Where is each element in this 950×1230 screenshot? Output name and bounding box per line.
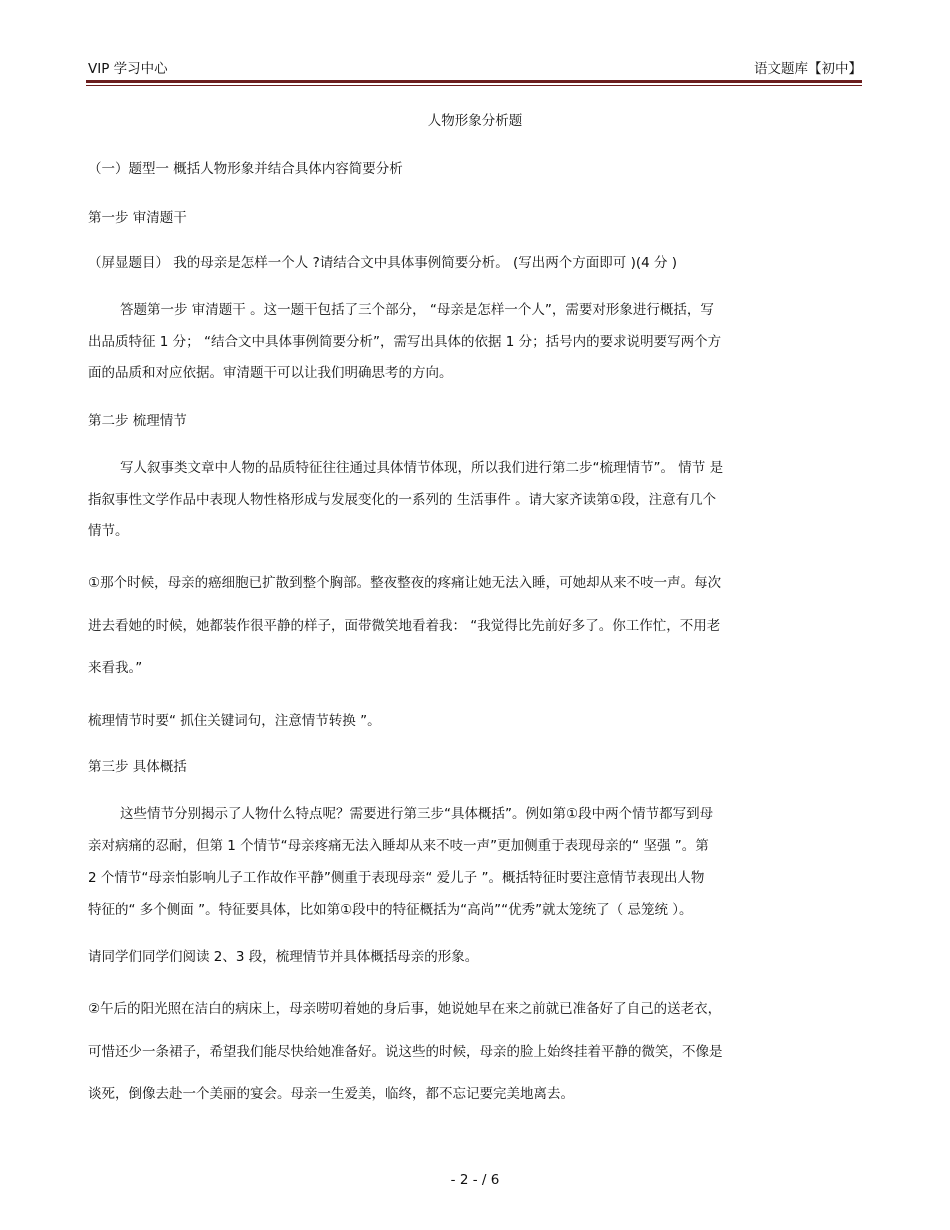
- paragraph-line: 写人叙事类文章中人物的品质特征往往通过具体情节体现，所以我们进行第二步“梳理情节”。 情节 是: [120, 460, 724, 476]
- excerpt-line: 谈死，倒像去赴一个美丽的宴会。母亲一生爱美，临终，都不忘记要完美地离去。: [88, 1086, 574, 1102]
- tip-line: 梳理情节时要“ 抓住关键词句，注意情节转换 ”。: [88, 713, 381, 729]
- excerpt-line: ②午后的阳光照在洁白的病床上，母亲唠叨着她的身后事，她说她早在来之前就已准备好了自己的送老衣，: [88, 1001, 722, 1017]
- paragraph-line: 指叙事性文学作品中表现人物性格形成与发展变化的一系列的 生活事件 。请大家齐读第①段，注意有几个: [88, 492, 717, 508]
- paragraph-line: 2 个情节“母亲怕影响儿子工作故作平静”侧重于表现母亲“ 爱儿子 ”。概括特征时要注意情节表现出人物: [88, 870, 705, 886]
- step-one-heading: 第一步 审清题干: [88, 210, 187, 226]
- instruction-line: 请同学们同学们阅读 2、3 段，梳理情节并具体概括母亲的形象。: [88, 949, 479, 965]
- page-number: - 2 - / 6: [450, 1172, 500, 1188]
- paragraph-line: 特征的“ 多个侧面 ”。特征要具体，比如第①段中的特征概括为“高尚”“优秀”就太笼统了（ 忌笼统 ）。: [88, 902, 693, 918]
- excerpt-line: 来看我。”: [88, 660, 143, 676]
- header-left: VIP 学习中心: [88, 61, 168, 77]
- question-type-heading: （一）题型一 概括人物形象并结合具体内容简要分析: [88, 161, 403, 177]
- paragraph-line: 这些情节分别揭示了人物什么特点呢？需要进行第三步“具体概括”。例如第①段中两个情节都写到母: [120, 806, 714, 822]
- paragraph-line: 情节。: [88, 523, 129, 539]
- page-title: 人物形象分析题: [427, 113, 523, 129]
- paragraph-line: 出品质特征 1 分； “结合文中具体事例简要分析”，需写出具体的依据 1 分；括号内的要求说明要写两个方: [88, 334, 722, 350]
- step-three-heading: 第三步 具体概括: [88, 759, 187, 775]
- paragraph-line: 面的品质和对应依据。审清题干可以让我们明确思考的方向。: [88, 365, 453, 381]
- question-prompt: （屏显题目） 我的母亲是怎样一个人 ?请结合文中具体事例简要分析。 (写出两个方面即可 )(4 分 ): [88, 255, 678, 271]
- paragraph-line: 答题第一步 审清题干 。这一题干包括了三个部分， “母亲是怎样一个人”，需要对形象进行概括，写: [120, 302, 714, 318]
- header-right: 语文题库【初中】: [754, 61, 862, 77]
- header-rule-thick: [86, 80, 862, 83]
- paragraph-line: 亲对病痛的忍耐，但第 1 个情节“母亲疼痛无法入睡却从来不吱一声”更加侧重于表现母亲的“ 坚强 ”。第: [88, 838, 709, 854]
- header-rule-thin: [86, 85, 862, 86]
- excerpt-line: 进去看她的时候，她都装作很平静的样子，面带微笑地看着我： “我觉得比先前好多了。你工作忙，不用老: [88, 618, 721, 634]
- excerpt-line: ①那个时候，母亲的癌细胞已扩散到整个胸部。整夜整夜的疼痛让她无法入睡，可她却从来不吱一声。每次: [88, 575, 722, 591]
- step-two-heading: 第二步 梳理情节: [88, 413, 187, 429]
- excerpt-line: 可惜还少一条裙子，希望我们能尽快给她准备好。说这些的时候，母亲的脸上始终挂着平静的微笑，不像是: [88, 1044, 723, 1060]
